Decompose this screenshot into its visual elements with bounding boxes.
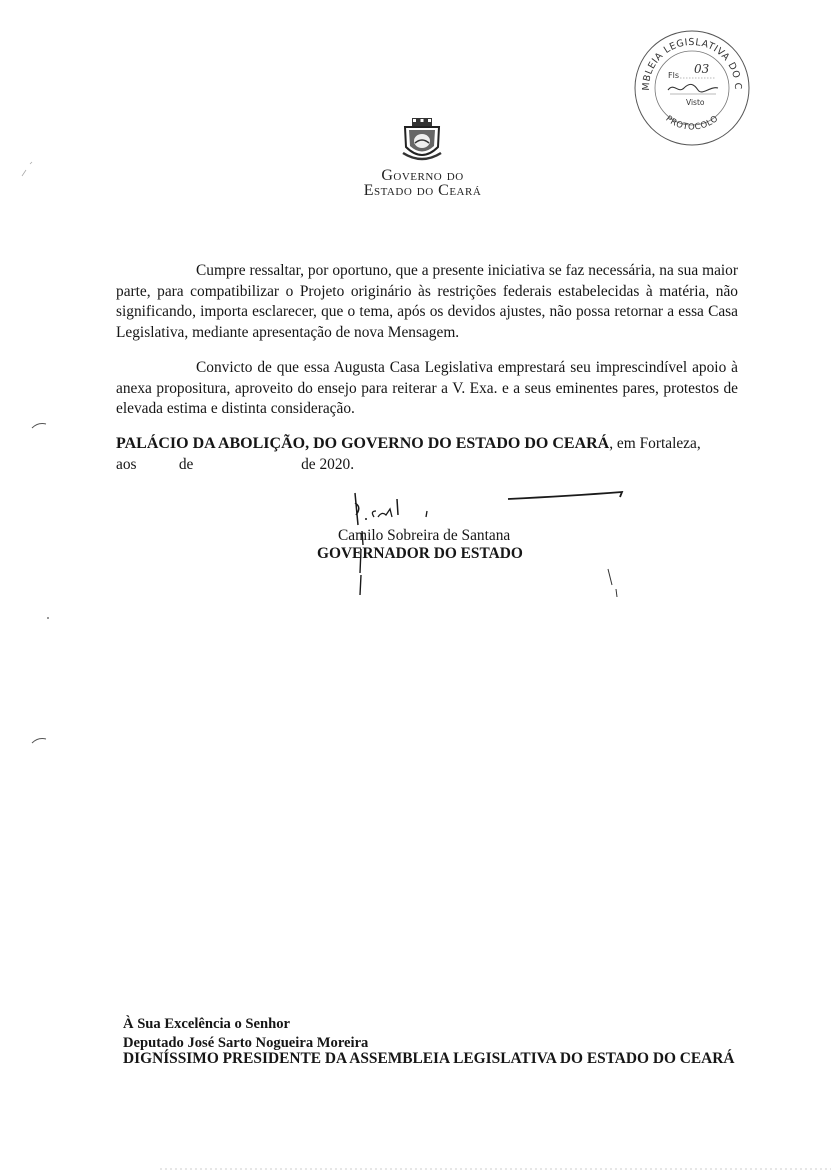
scan-speck	[45, 615, 51, 621]
margin-mark	[30, 735, 50, 747]
recipient-position: DIGNÍSSIMO PRESIDENTE DA ASSEMBLEIA LEGISLATIVA DO ESTADO DO CEARÁ	[123, 1050, 735, 1067]
signer-name: Camilo Sobreira de Santana	[338, 527, 511, 544]
header-government: Governo do	[381, 167, 464, 184]
stamp-fls-value: 03	[694, 62, 710, 76]
body-paragraph-1: Cumpre ressaltar, por oportuno, que a presente iniciativa se faz necessária, na sua maior parte, para compatibilizar o Projeto originário às restrições federais estabelecidas à matéria, não significando, importa esclarecer, que o tema, após os devidos ajustes, não possa retornar a essa Casa Legislativa, mediante apresentação de nova Mensagem.	[116, 262, 738, 341]
stamp-fls-label: Fls	[668, 71, 679, 80]
stamp-top-text: MBLEIA LEGISLATIVA DO C	[640, 36, 744, 91]
closing-place-bold: PALÁCIO DA ABOLIÇÃO, DO GOVERNO DO ESTADO DO CEARÁ	[116, 435, 610, 452]
stamp-initials	[668, 84, 718, 92]
svg-text:ASSEMBLEIA LEGISLATIVA DO CEAR	[632, 28, 743, 91]
closing-place-rest: , em Fortaleza,	[609, 435, 701, 452]
scan-speck	[20, 140, 60, 180]
state-coat-of-arms	[401, 117, 443, 165]
coat-of-arms-icon	[401, 117, 443, 165]
recipient-name: Deputado José Sarto Nogueira Moreira	[123, 1035, 369, 1051]
closing-place	[116, 433, 741, 454]
closing-date: aos de de 2020.	[116, 456, 355, 473]
stamp-bottom-text: PROTOCOLO	[663, 113, 721, 133]
recipient-salutation: À Sua Excelência o Senhor	[123, 1016, 291, 1032]
margin-mark	[30, 420, 50, 432]
protocol-stamp	[632, 28, 752, 148]
svg-text:PROTOCOLO	[664, 114, 721, 133]
signer-title: GOVERNADOR DO ESTADO	[317, 545, 523, 562]
protocol-stamp-graphic	[632, 28, 752, 148]
stamp-visto-label: Visto	[686, 98, 705, 107]
header-state: Estado do Ceará	[363, 182, 482, 199]
scan-bottom-edge	[160, 1166, 831, 1172]
body-paragraph-2: Convicto de que essa Augusta Casa Legislativa emprestará seu imprescindível apoio à anexa propositura, aproveito do ensejo para reiterar a V. Exa. e a seus eminentes pares, protestos de elevada estima e distinta consideração.	[116, 359, 738, 418]
